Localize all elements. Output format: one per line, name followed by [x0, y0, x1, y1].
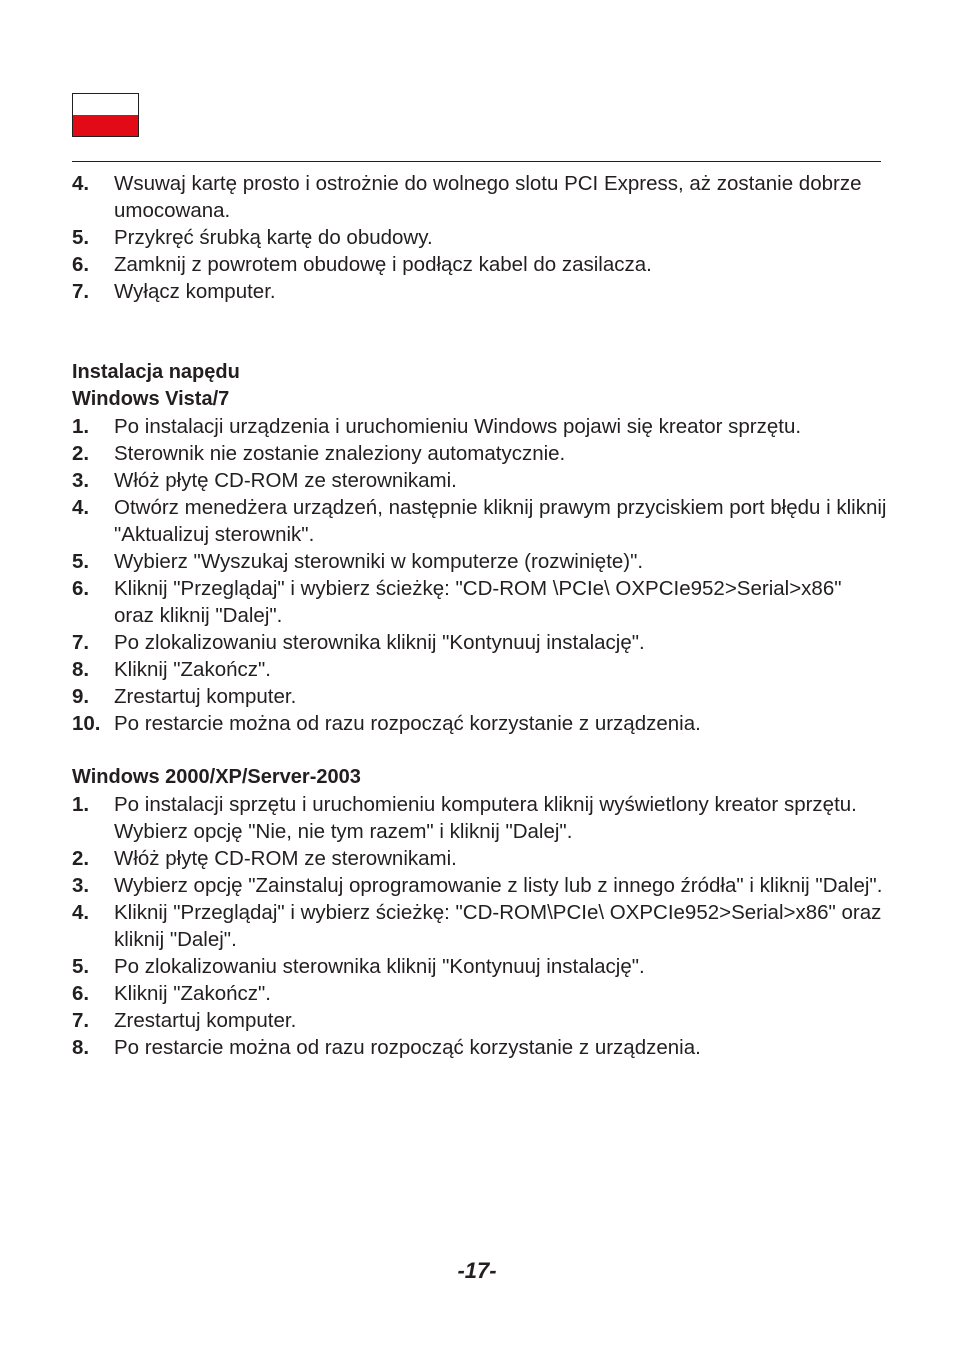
step-text: Zamknij z powrotem obudowę i podłącz kabel do zasilacza.: [114, 253, 652, 276]
step-number: 7.: [72, 280, 90, 303]
steps-list-hardware: [72, 170, 887, 305]
step-text: Wsuwaj kartę prosto i ostrożnie do wolnego slotu PCI Express, aż zostanie dobrze umocowana.: [114, 172, 862, 222]
list-item: [72, 575, 887, 629]
step-text: Po zlokalizowaniu sterownika kliknij "Kontynuuj instalację".: [114, 955, 645, 978]
page-content: [72, 170, 887, 1061]
step-text: Włóż płytę CD-ROM ze sterownikami.: [114, 469, 457, 492]
list-item: [72, 872, 887, 899]
section-title: Instalacja napędu: [72, 361, 240, 383]
header-divider: [72, 161, 881, 162]
step-text: Kliknij "Zakończ".: [114, 982, 271, 1005]
step-text: Otwórz menedżera urządzeń, następnie kliknij prawym przyciskiem port błędu i kliknij "Aktualizuj sterownik".: [114, 496, 887, 546]
step-number: 7.: [72, 631, 90, 654]
list-item: [72, 899, 887, 953]
step-number: 5.: [72, 550, 90, 573]
step-text: Kliknij "Zakończ".: [114, 658, 271, 681]
step-text: Wybierz opcję "Zainstaluj oprogramowanie z listy lub z innego źródła" i kliknij "Dalej".: [114, 874, 883, 897]
list-item: [72, 683, 887, 710]
list-item: [72, 494, 887, 548]
xp-heading: Windows 2000/XP/Server-2003: [72, 766, 361, 788]
list-item: [72, 953, 887, 980]
step-number: 4.: [72, 172, 90, 195]
step-text: Po instalacji urządzenia i uruchomieniu Windows pojawi się kreator sprzętu.: [114, 415, 802, 438]
step-text: Kliknij "Przeglądaj" i wybierz ścieżkę: "CD-ROM \PCIe\ OXPCIe952>Serial>x86" oraz kliknij "Dalej".: [114, 577, 842, 627]
list-item: [72, 1007, 887, 1034]
step-number: 9.: [72, 685, 90, 708]
step-number: 10.: [72, 712, 101, 735]
steps-list-vista: [72, 413, 887, 737]
step-number: 8.: [72, 658, 90, 681]
step-number: 2.: [72, 442, 90, 465]
step-number: 4.: [72, 901, 90, 924]
step-text: Po zlokalizowaniu sterownika kliknij "Kontynuuj instalację".: [114, 631, 645, 654]
list-item: [72, 467, 887, 494]
step-text: Przykręć śrubką kartę do obudowy.: [114, 226, 433, 249]
polish-flag-icon: [72, 93, 139, 137]
step-number: 3.: [72, 874, 90, 897]
flag-red-stripe: [73, 115, 138, 136]
step-number: 6.: [72, 577, 90, 600]
list-item: [72, 980, 887, 1007]
list-item: [72, 413, 887, 440]
list-item: [72, 170, 887, 224]
list-item: [72, 224, 887, 251]
step-number: 1.: [72, 793, 90, 816]
step-text: Zrestartuj komputer.: [114, 1009, 297, 1032]
list-item: [72, 845, 887, 872]
list-item: [72, 656, 887, 683]
step-text: Sterownik nie zostanie znaleziony automatycznie.: [114, 442, 566, 465]
step-text: Kliknij "Przeglądaj" i wybierz ścieżkę: "CD-ROM\PCIe\ OXPCIe952>Serial>x86" oraz kliknij "Dalej".: [114, 901, 882, 951]
list-item: [72, 629, 887, 656]
step-number: 5.: [72, 955, 90, 978]
step-number: 7.: [72, 1009, 90, 1032]
step-number: 5.: [72, 226, 90, 249]
list-item: [72, 791, 887, 845]
vista-heading: Windows Vista/7: [72, 388, 230, 410]
step-text: Zrestartuj komputer.: [114, 685, 297, 708]
step-text: Wyłącz komputer.: [114, 280, 276, 303]
step-text: Wybierz "Wyszukaj sterowniki w komputerze (rozwinięte)".: [114, 550, 644, 573]
list-item: [72, 1034, 887, 1061]
step-number: 8.: [72, 1036, 90, 1059]
step-number: 6.: [72, 982, 90, 1005]
step-number: 6.: [72, 253, 90, 276]
step-number: 1.: [72, 415, 90, 438]
list-item: [72, 710, 887, 737]
step-text: Włóż płytę CD-ROM ze sterownikami.: [114, 847, 457, 870]
list-item: [72, 251, 887, 278]
step-text: Po instalacji sprzętu i uruchomieniu komputera kliknij wyświetlony kreator sprzętu. Wybierz opcję "Nie, nie tym razem" i kliknij "Dalej".: [114, 793, 857, 843]
list-item: [72, 278, 887, 305]
page-number: -17-: [457, 1258, 497, 1283]
list-item: [72, 548, 887, 575]
step-number: 2.: [72, 847, 90, 870]
list-item: [72, 440, 887, 467]
flag-white-stripe: [73, 94, 138, 115]
step-number: 3.: [72, 469, 90, 492]
step-number: 4.: [72, 496, 90, 519]
step-text: Po restarcie można od razu rozpocząć korzystanie z urządzenia.: [114, 1036, 701, 1059]
step-text: Po restarcie można od razu rozpocząć korzystanie z urządzenia.: [114, 712, 701, 735]
steps-list-xp: [72, 791, 887, 1061]
